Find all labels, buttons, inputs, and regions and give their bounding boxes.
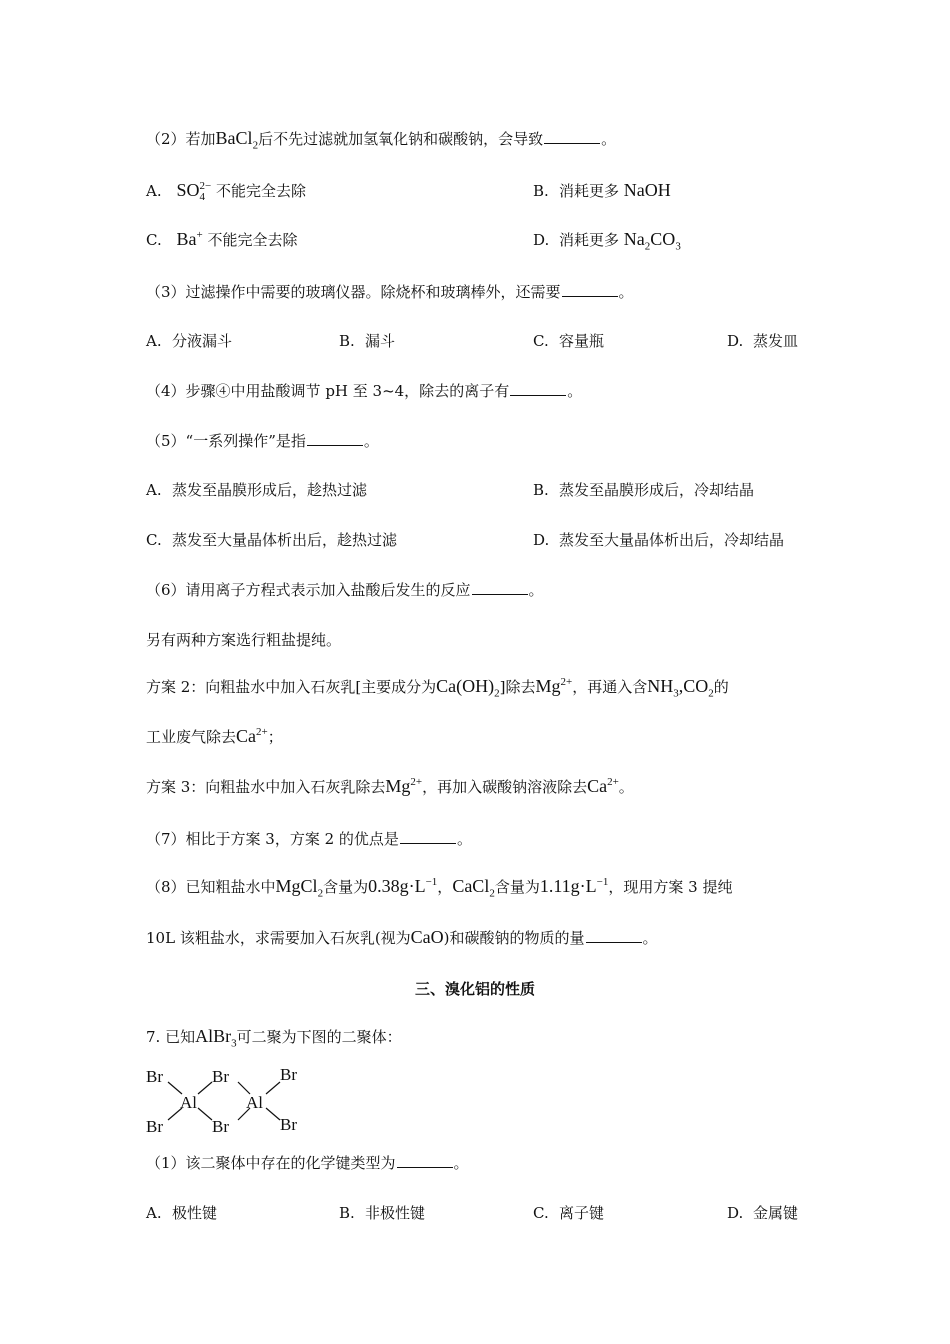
atom-al-left: Al [180,1093,197,1112]
plan-3: 方案 3：向粗盐水中加入石灰乳除去$Mg^{2+}$，再加入碳酸钠溶液除去$Ca^{2+}$。 [146,776,634,796]
q2-option-b: B. 消耗更多 NaOH [533,180,671,200]
q7-option-c: C. 离子键 [533,1204,605,1222]
q7-option-b: B. 非极性键 [339,1204,426,1222]
q7-option-a: A. 极性键 [146,1204,218,1222]
answer-blank [400,833,456,844]
q3-option-d: D. 蒸发皿 [727,332,799,350]
question-2: （2）若加BaCl$_2$后不先过滤就加氢氧化钠和碳酸钠，会导致 。 [146,128,617,152]
question-7-part-1: （1）该二聚体中存在的化学键类型为 。 [146,1154,469,1172]
q5-option-a: A. 蒸发至晶膜形成后，趁热过滤 [146,481,368,499]
question-7: 7. 已知AlBr$_3$可二聚为下图的二聚体： [146,1026,402,1050]
q2-formula: BaCl$_2$ [215,128,259,152]
answer-blank [586,932,642,943]
atom-br-outer-bottom-left: Br [146,1117,163,1136]
answer-blank [510,385,566,396]
q2-text-pre: （2）若加 [146,130,216,148]
answer-blank [472,584,528,595]
plans-intro: 另有两种方案选行粗盐提纯。 [146,631,342,649]
question-8-line-2: 10L 该粗盐水，求需要加入石灰乳(视为CaO)和碳酸钠的物质的量 。 [146,927,658,947]
answer-blank [397,1157,453,1168]
plan-2-line-2: 工业废气除去$Ca^{2+}$； [146,726,283,746]
question-3: （3）过滤操作中需要的玻璃仪器。除烧杯和玻璃棒外，还需要 。 [146,283,634,301]
q2-option-a: A. SO 2− 4 不能完全去除 [146,179,307,203]
q2-option-c: C. Ba+ 不能完全去除 [146,229,298,249]
atom-br-outer-top-left: Br [146,1067,163,1086]
section-heading: 三、溴化铝的性质 [414,980,535,998]
question-5: （5）“一系列操作”是指 。 [146,432,379,450]
atom-br-outer-bottom-right: Br [280,1115,297,1134]
q3-option-c: C. 容量瓶 [533,332,605,350]
q3-option-a: A. 分液漏斗 [146,332,233,350]
question-7-sub: （7）相比于方案 3，方案 2 的优点是 。 [146,830,472,848]
atom-br-bridge-top: Br [212,1067,229,1086]
question-8-line-1: （8）已知粗盐水中MgCl$_2$含量为$0.38g\cdot L^{-1}$，CaCl$_2$含量为$1.11g\cdot L^{-1}$，现用方案 3 提纯 [146,876,733,900]
q5-option-b: B. 蒸发至晶膜形成后，冷却结晶 [533,481,755,499]
atom-br-bridge-bottom: Br [212,1117,229,1136]
q5-option-d: D. 蒸发至大量晶体析出后，冷却结晶 [533,531,785,549]
answer-blank [307,435,363,446]
q5-option-c: C. 蒸发至大量晶体析出后，趁热过滤 [146,531,398,549]
question-6: （6）请用离子方程式表示加入盐酸后发生的反应 。 [146,581,544,599]
plan-2-line-1: 方案 2：向粗盐水中加入石灰乳[主要成分为$Ca(OH)_2$]除去$Mg^{2+}$，再通入含$NH_3,CO_2$的 [146,676,729,700]
albr3-dimer-diagram [140,1062,320,1140]
question-4: （4）步骤④中用盐酸调节 pH 至 3~4，除去的离子有 。 [146,382,583,400]
q2-text-post: 后不先过滤就加氢氧化钠和碳酸钠，会导致 [258,130,544,148]
q2-option-d: D. 消耗更多 $Na_2CO_3$ [533,229,681,253]
q7-option-d: D. 金属键 [727,1204,799,1222]
answer-blank [562,286,618,297]
q3-option-b: B. 漏斗 [339,332,396,350]
atom-br-outer-top-right: Br [280,1065,297,1084]
atom-al-right: Al [246,1093,263,1112]
answer-blank [544,133,600,144]
